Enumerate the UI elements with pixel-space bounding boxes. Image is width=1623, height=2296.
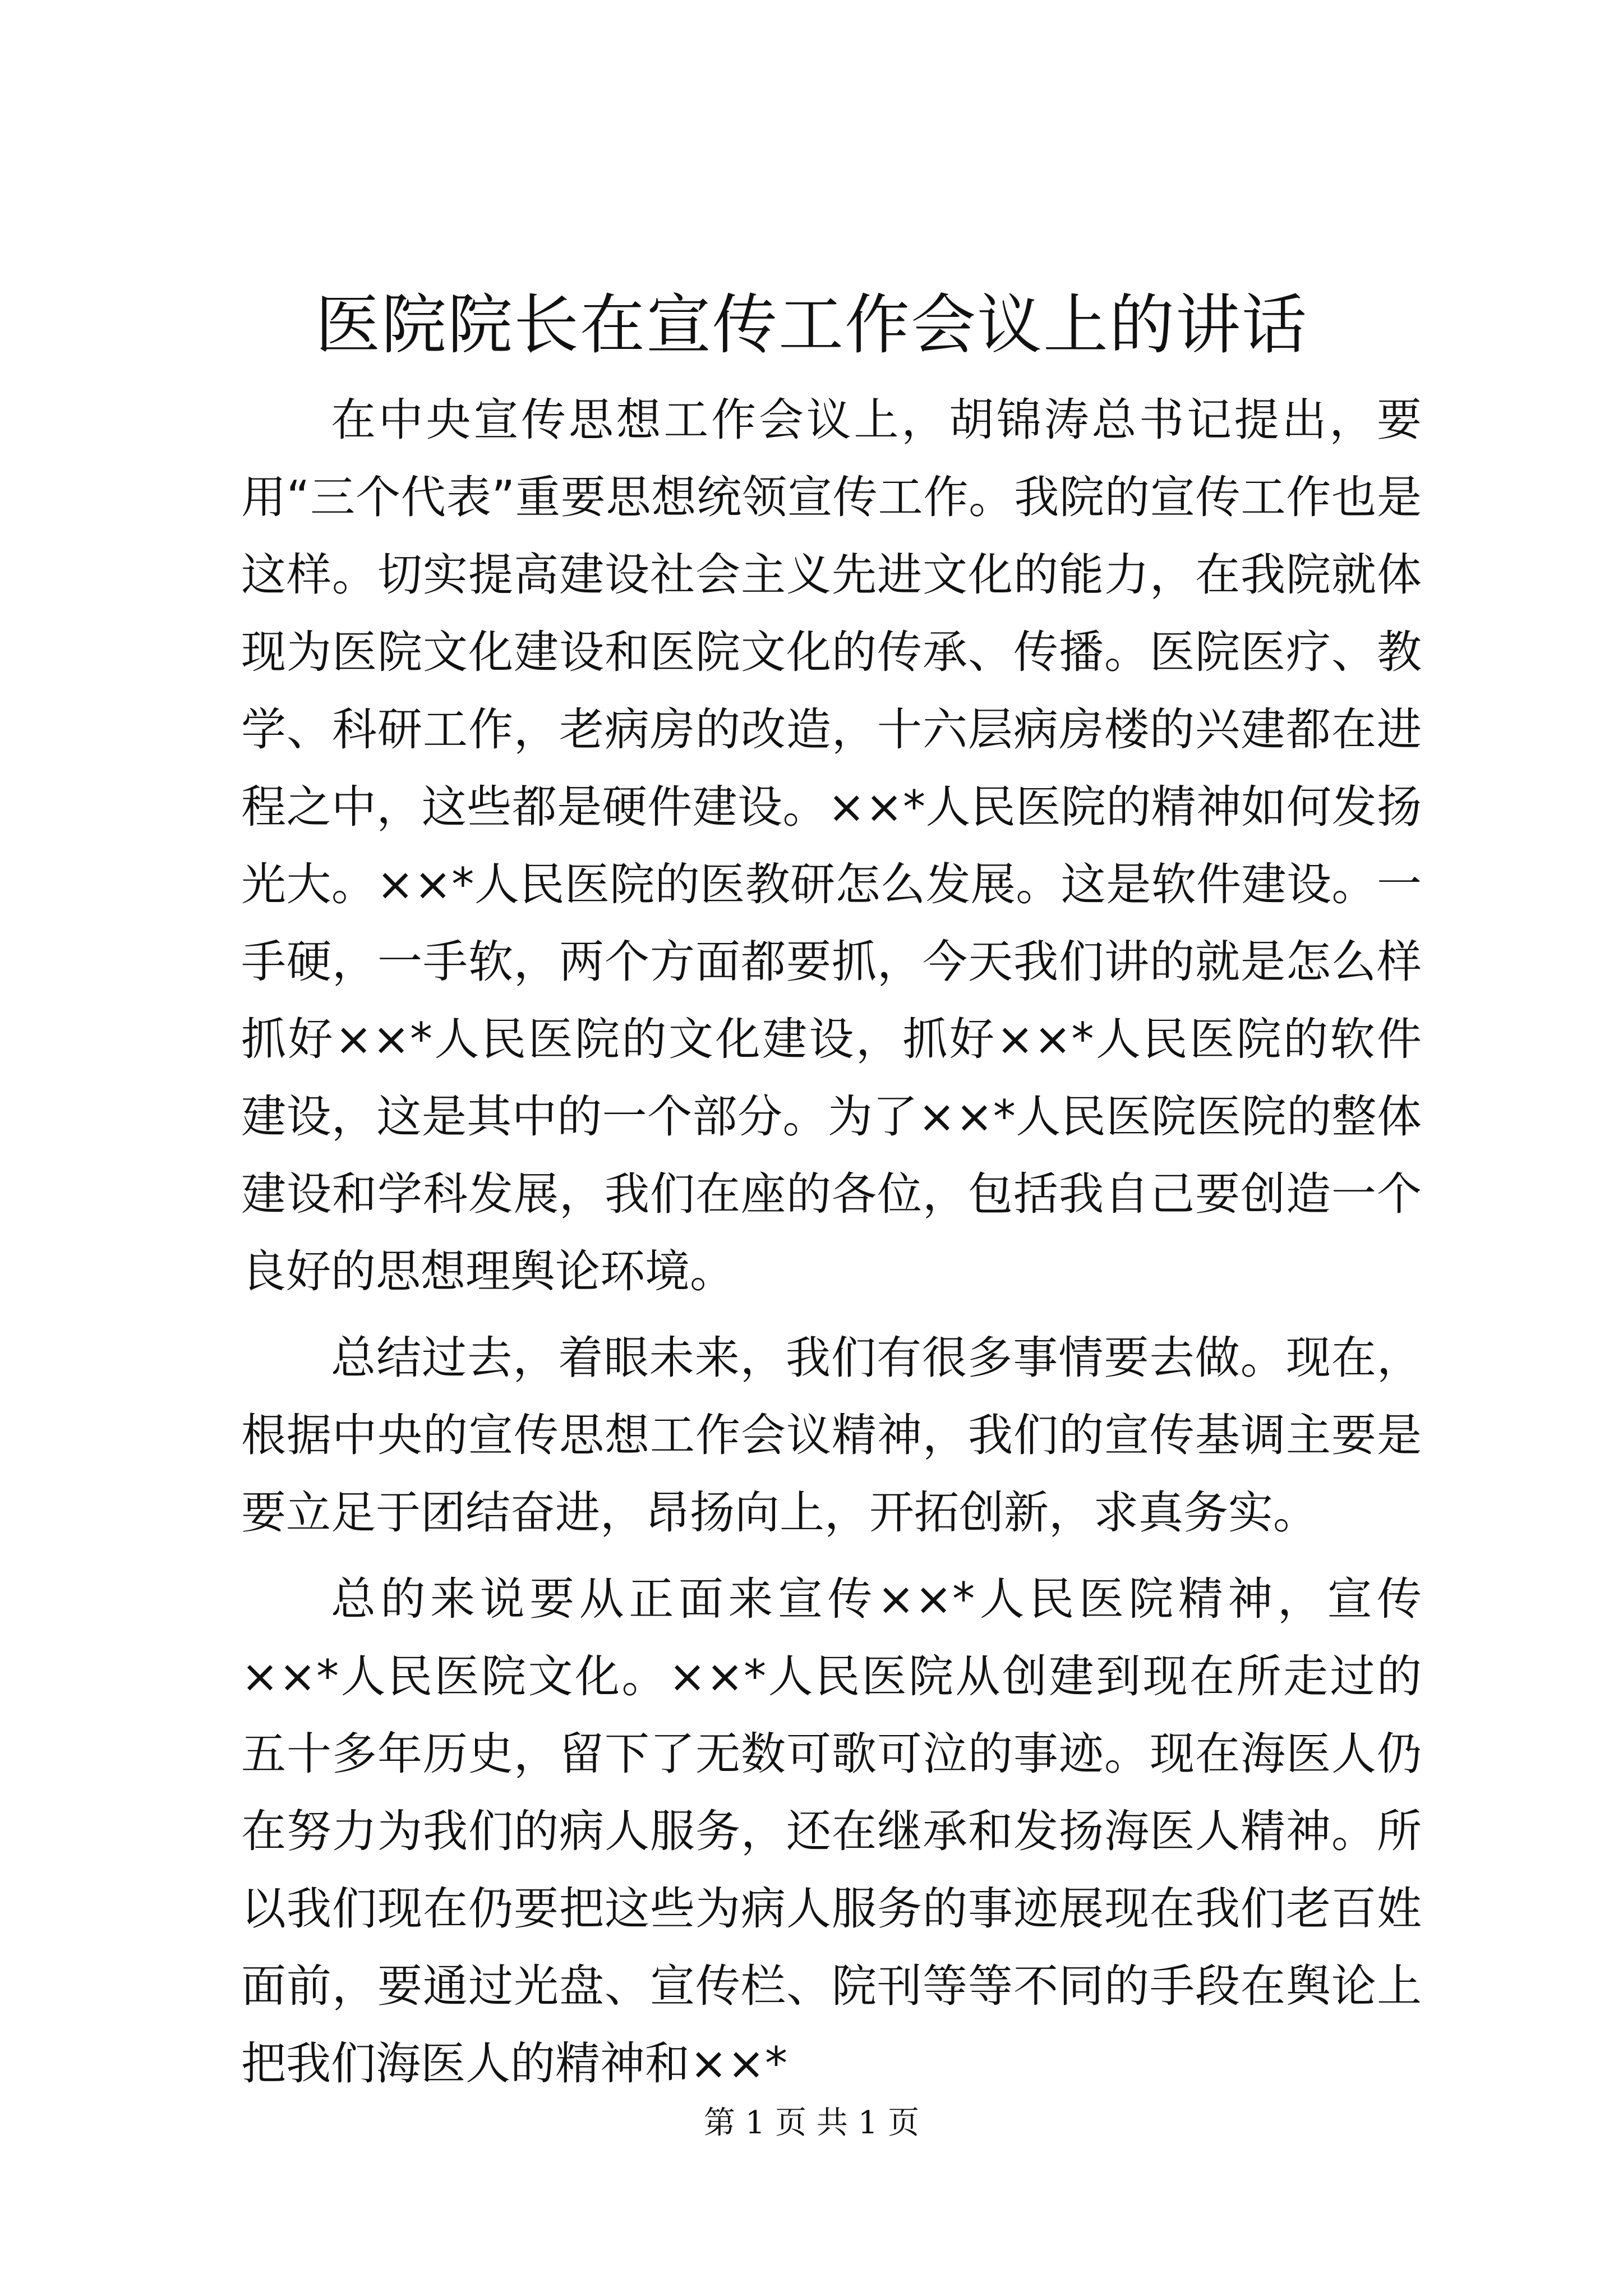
document-title: 医院院长在宣传工作会议上的讲话 <box>315 287 1308 363</box>
document-body <box>241 381 1422 2111</box>
paragraph: 总结过去，着眼未来，我们有很多事情要去做。现在，根据中央的宣传思想工作会议精神，我们的宣传基调主要是要立足于团结奋进，昂扬向上，开拓创新，求真务实。 <box>241 1332 1422 1539</box>
page-footer: 第 1 页 共 1 页 <box>703 2105 920 2141</box>
paragraph: 在中央宣传思想工作会议上，胡锦涛总书记提出，要用“三个代表”重要思想统领宣传工作。我院的宣传工作也是这样。切实提高建设社会主义先进文化的能力，在我院就体现为医院文化建设和医院文化的传承、传播。医院医疗、教学、科研工作，老病房的改造，十六层病房楼的兴建都在进程之中，这些都是硬件建设。××*人民医院的精神如何发扬光大。××*人民医院的医教研怎么发展。这是软件建设。一手硬，一手软，两个方面都要抓，今天我们讲的就是怎么样抓好××*人民医院的文化建设，抓好××*人民医院的软件建设，这是其中的一个部分。为了××*人民医院医院的整体建设和学科发展，我们在座的各位，包括我自己要创造一个良好的思想理舆论环境。 <box>241 394 1422 1297</box>
paragraph: 总的来说要从正面来宣传××*人民医院精神，宣传××*人民医院文化。××*人民医院从创建到现在所走过的五十多年历史，留下了无数可歌可泣的事迹。现在海医人仍在努力为我们的病人服务，还在继承和发扬海医人精神。所以我们现在仍要把这些为病人服务的事迹展现在我们老百姓面前，要通过光盘、宣传栏、院刊等等不同的手段在舆论上把我们海医人的精神和××* <box>241 1573 1422 2090</box>
